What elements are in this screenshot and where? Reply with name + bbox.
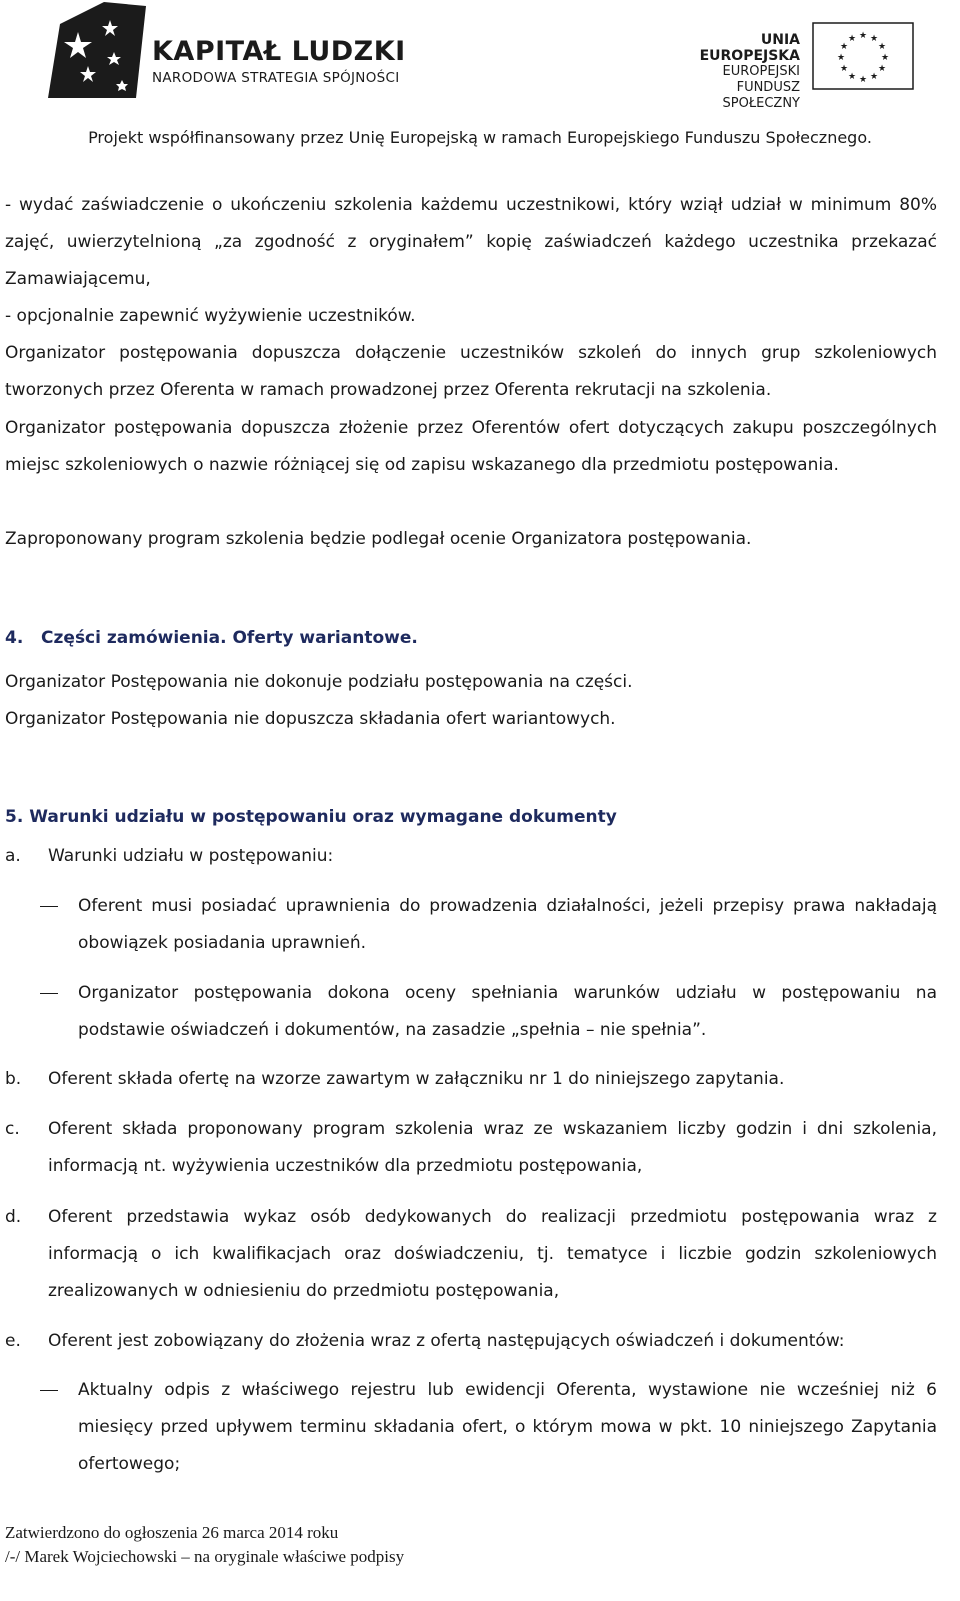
paragraph-offers-places: Organizator postępowania dopuszcza złożenie przez Oferentów ofert dotyczących zakupu poszczególnych miejsc szkoleniowych o nazwie różniącej się od zapisu wskazanego dla przedmiotu postępowania. <box>5 418 937 475</box>
eu-line-2: EUROPEJSKI <box>722 64 800 79</box>
logo-title: KAPITAŁ LUDZKI <box>152 36 406 67</box>
dash-bullet <box>40 993 58 994</box>
svg-text:★: ★ <box>869 34 879 44</box>
paragraph-no-parts: Organizator Postępowania nie dokonuje podziału postępowania na części. <box>5 672 633 692</box>
project-cofinancing-line: Projekt współfinansowany przez Unię Europejską w ramach Europejskiego Funduszu Społecznego. <box>88 128 872 147</box>
footer-signature-line: /-/ Marek Wojciechowski – na oryginale właściwe podpisy <box>5 1547 405 1566</box>
paragraph-catering: - opcjonalnie zapewnić wyżywienie uczestników. <box>5 306 416 326</box>
list-item-c-text: Oferent składa proponowany program szkolenia wraz ze wskazaniem liczby godzin i dni szkolenia, informacją nt. wyżywienia uczestników dla przedmiotu postępowania, <box>48 1119 937 1176</box>
svg-text:★: ★ <box>877 64 887 74</box>
list-label-e: e. <box>5 1331 21 1351</box>
svg-text:★: ★ <box>836 53 846 63</box>
svg-text:★: ★ <box>880 53 890 63</box>
list-item-a-text: Warunki udziału w postępowaniu: <box>48 846 334 866</box>
svg-text:★: ★ <box>877 42 887 52</box>
svg-text:★: ★ <box>869 72 879 82</box>
svg-text:★: ★ <box>858 31 868 41</box>
list-item-e-text: Oferent jest zobowiązany do złożenia wraz z ofertą następujących oświadczeń i dokumentów: <box>48 1331 845 1351</box>
eu-label <box>668 32 800 112</box>
paragraph-certificate: - wydać zaświadczenie o ukończeniu szkolenia każdemu uczestnikowi, który wziął udział w minimum 80% zajęć, uwierzytelnioną „za zgodność z oryginałem” kopię zaświadczeń każdego uczestnika przekazać Zamawiającemu, <box>5 195 937 289</box>
svg-text:★: ★ <box>858 75 868 85</box>
section-heading-5: 5. Warunki udziału w postępowaniu oraz wymagane dokumenty <box>5 807 617 827</box>
footer-approval-line: Zatwierdzono do ogłoszenia 26 marca 2014 roku <box>5 1523 339 1542</box>
paragraph-joining-groups: Organizator postępowania dopuszcza dołączenie uczestników szkoleń do innych grup szkoleniowych tworzonych przez Oferenta w ramach prowadzonej przez Oferenta rekrutacji na szkolenia. <box>5 343 937 400</box>
paragraph-program-evaluation: Zaproponowany program szkolenia będzie podlegał ocenie Organizatora postępowania. <box>5 529 752 549</box>
svg-text:★: ★ <box>839 64 849 74</box>
eu-line-1: UNIA EUROPEJSKA <box>699 32 800 64</box>
list-label-b: b. <box>5 1069 22 1089</box>
list-item-b-text: Oferent składa ofertę na wzorze zawartym w załączniku nr 1 do niniejszego zapytania. <box>48 1069 785 1089</box>
list-label-c: c. <box>5 1119 20 1139</box>
svg-text:★: ★ <box>847 34 857 44</box>
svg-text:★: ★ <box>839 42 849 52</box>
list-label-d: d. <box>5 1207 22 1227</box>
kapital-ludzki-logo-icon <box>48 2 150 100</box>
eu-flag-icon <box>812 22 914 90</box>
dash-bullet <box>40 1390 58 1391</box>
dash-bullet <box>40 906 58 907</box>
list-subitem-evaluation: Organizator postępowania dokona oceny spełniania warunków udziału w postępowaniu na podstawie oświadczeń i dokumentów, na zasadzie „spełnia – nie spełnia”. <box>78 983 937 1040</box>
section-heading-4: 4. Części zamówienia. Oferty wariantowe. <box>5 628 418 648</box>
list-subitem-registry-extract: Aktualny odpis z właściwego rejestru lub ewidencji Oferenta, wystawione nie wcześniej niż 6 miesięcy przed upływem terminu składania ofert, o którym mowa w pkt. 10 niniejszego Zapytania ofertowego; <box>78 1380 937 1474</box>
paragraph-no-variants: Organizator Postępowania nie dopuszcza składania ofert wariantowych. <box>5 709 616 729</box>
list-label-a: a. <box>5 846 21 866</box>
svg-text:★: ★ <box>847 72 857 82</box>
eu-line-3: FUNDUSZ SPOŁECZNY <box>722 80 800 111</box>
list-subitem-permissions: Oferent musi posiadać uprawnienia do prowadzenia działalności, jeżeli przepisy prawa nakładają obowiązek posiadania uprawnień. <box>78 896 937 953</box>
logo-subtitle: NARODOWA STRATEGIA SPÓJNOŚCI <box>152 70 400 86</box>
list-item-d-text: Oferent przedstawia wykaz osób dedykowanych do realizacji przedmiotu postępowania wraz z informacją o ich kwalifikacjach oraz doświadczeniu, tj. tematyce i liczbie godzin szkoleniowych zrealizowanych w odniesieniu do przedmiotu postępowania, <box>48 1207 937 1301</box>
